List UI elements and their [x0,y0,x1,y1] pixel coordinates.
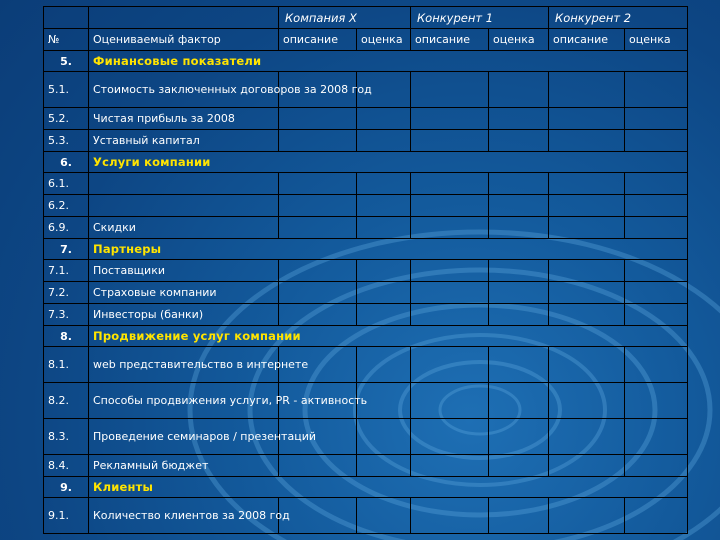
rating-cell[interactable] [357,217,411,239]
description-cell[interactable] [549,108,625,130]
rating-cell[interactable] [489,347,549,383]
table-row [44,498,688,534]
description-cell[interactable] [279,498,357,534]
rating-subheader: оценка [625,29,688,51]
row-number: 6. [44,152,89,173]
header-row-companies [44,7,688,29]
description-cell[interactable] [549,498,625,534]
factor-label: web представительство в интернете [89,347,279,383]
rating-cell[interactable] [357,304,411,326]
table-row [44,72,688,108]
competitor-1-header: Конкурент 1 [411,7,549,29]
description-cell[interactable] [279,217,357,239]
description-cell[interactable] [549,419,625,455]
table-row [44,108,688,130]
factor-label: Способы продвижения услуги, PR - активность [89,383,279,419]
section-row [44,326,688,347]
rating-cell[interactable] [625,347,688,383]
description-subheader: описание [549,29,625,51]
rating-cell[interactable] [357,455,411,477]
header-empty-cell [44,7,89,29]
section-title: Партнеры [89,239,688,260]
rating-cell[interactable] [489,498,549,534]
row-number: 7. [44,239,89,260]
factor-label: Рекламный бюджет [89,455,279,477]
row-number: 6.2. [44,195,89,217]
rating-cell[interactable] [357,195,411,217]
description-cell[interactable] [411,498,489,534]
rating-cell[interactable] [489,383,549,419]
section-title: Продвижение услуг компании [89,326,688,347]
rating-cell[interactable] [625,304,688,326]
row-number: 7.3. [44,304,89,326]
rating-cell[interactable] [489,72,549,108]
description-cell[interactable] [411,195,489,217]
factor-label: Инвесторы (банки) [89,304,279,326]
description-cell[interactable] [549,173,625,195]
row-number: 6.9. [44,217,89,239]
rating-cell[interactable] [489,195,549,217]
section-row [44,152,688,173]
row-number: 5.1. [44,72,89,108]
description-cell[interactable] [279,282,357,304]
section-row [44,477,688,498]
description-subheader: описание [411,29,489,51]
section-row [44,239,688,260]
number-column-header: № [44,29,89,51]
factor-label: Чистая прибыль за 2008 [89,108,279,130]
competitor-2-header: Конкурент 2 [549,7,688,29]
rating-cell[interactable] [357,260,411,282]
table-row [44,419,688,455]
rating-cell[interactable] [625,455,688,477]
description-cell[interactable] [279,173,357,195]
factor-label [89,173,279,195]
description-subheader: описание [279,29,357,51]
section-title: Финансовые показатели [89,51,688,72]
table-row [44,130,688,152]
description-cell[interactable] [411,173,489,195]
description-cell[interactable] [411,455,489,477]
table-row [44,217,688,239]
description-cell[interactable] [279,195,357,217]
description-cell[interactable] [279,130,357,152]
row-number: 5. [44,51,89,72]
comparison-table [43,6,688,534]
description-cell[interactable] [279,304,357,326]
rating-cell[interactable] [357,419,411,455]
table-row [44,260,688,282]
table-row [44,195,688,217]
rating-cell[interactable] [625,130,688,152]
table-row [44,383,688,419]
factor-label [89,195,279,217]
section-row [44,51,688,72]
table-row [44,282,688,304]
rating-cell[interactable] [625,72,688,108]
description-cell[interactable] [549,260,625,282]
rating-cell[interactable] [625,195,688,217]
rating-cell[interactable] [489,282,549,304]
rating-cell[interactable] [625,282,688,304]
rating-cell[interactable] [489,108,549,130]
rating-cell[interactable] [625,217,688,239]
factor-label: Поставщики [89,260,279,282]
rating-cell[interactable] [357,498,411,534]
row-number: 9. [44,477,89,498]
description-cell[interactable] [411,217,489,239]
rating-cell[interactable] [489,455,549,477]
factor-label: Скидки [89,217,279,239]
rating-cell[interactable] [625,173,688,195]
row-number: 7.2. [44,282,89,304]
factor-label: Стоимость заключенных договоров за 2008 год [89,72,279,108]
row-number: 8.4. [44,455,89,477]
description-cell[interactable] [411,108,489,130]
rating-cell[interactable] [489,217,549,239]
rating-cell[interactable] [625,108,688,130]
rating-cell[interactable] [625,383,688,419]
rating-cell[interactable] [357,173,411,195]
factor-label: Количество клиентов за 2008 год [89,498,279,534]
rating-cell[interactable] [357,347,411,383]
section-title: Услуги компании [89,152,688,173]
description-cell[interactable] [549,455,625,477]
description-cell[interactable] [411,383,489,419]
description-cell[interactable] [549,282,625,304]
description-cell[interactable] [549,383,625,419]
rating-cell[interactable] [489,130,549,152]
description-cell[interactable] [279,260,357,282]
row-number: 8.3. [44,419,89,455]
rating-cell[interactable] [489,260,549,282]
factor-label: Уставный капитал [89,130,279,152]
factor-label: Проведение семинаров / презентаций [89,419,279,455]
rating-cell[interactable] [357,130,411,152]
company-x-header: Компания Х [279,7,411,29]
rating-cell[interactable] [489,419,549,455]
description-cell[interactable] [411,347,489,383]
rating-cell[interactable] [489,173,549,195]
description-cell[interactable] [279,455,357,477]
description-cell[interactable] [279,108,357,130]
description-cell[interactable] [549,72,625,108]
rating-cell[interactable] [489,304,549,326]
description-cell[interactable] [549,347,625,383]
row-number: 5.2. [44,108,89,130]
header-row-columns [44,29,688,51]
row-number: 8.1. [44,347,89,383]
description-cell[interactable] [411,304,489,326]
description-cell[interactable] [549,195,625,217]
section-title: Клиенты [89,477,688,498]
table-row [44,173,688,195]
rating-cell[interactable] [625,419,688,455]
rating-cell[interactable] [357,282,411,304]
row-number: 8.2. [44,383,89,419]
description-cell[interactable] [549,130,625,152]
table-row [44,455,688,477]
rating-cell[interactable] [625,260,688,282]
row-number: 5.3. [44,130,89,152]
row-number: 8. [44,326,89,347]
rating-subheader: оценка [357,29,411,51]
row-number: 9.1. [44,498,89,534]
rating-subheader: оценка [489,29,549,51]
table-row [44,304,688,326]
description-cell[interactable] [549,304,625,326]
header-empty-cell [89,7,279,29]
row-number: 6.1. [44,173,89,195]
description-cell[interactable] [549,217,625,239]
row-number: 7.1. [44,260,89,282]
description-cell[interactable] [411,130,489,152]
description-cell[interactable] [411,72,489,108]
table-row [44,347,688,383]
description-cell[interactable] [411,282,489,304]
rating-cell[interactable] [625,498,688,534]
description-cell[interactable] [411,260,489,282]
factor-column-header: Оцениваемый фактор [89,29,279,51]
description-cell[interactable] [411,419,489,455]
factor-label: Страховые компании [89,282,279,304]
rating-cell[interactable] [357,108,411,130]
